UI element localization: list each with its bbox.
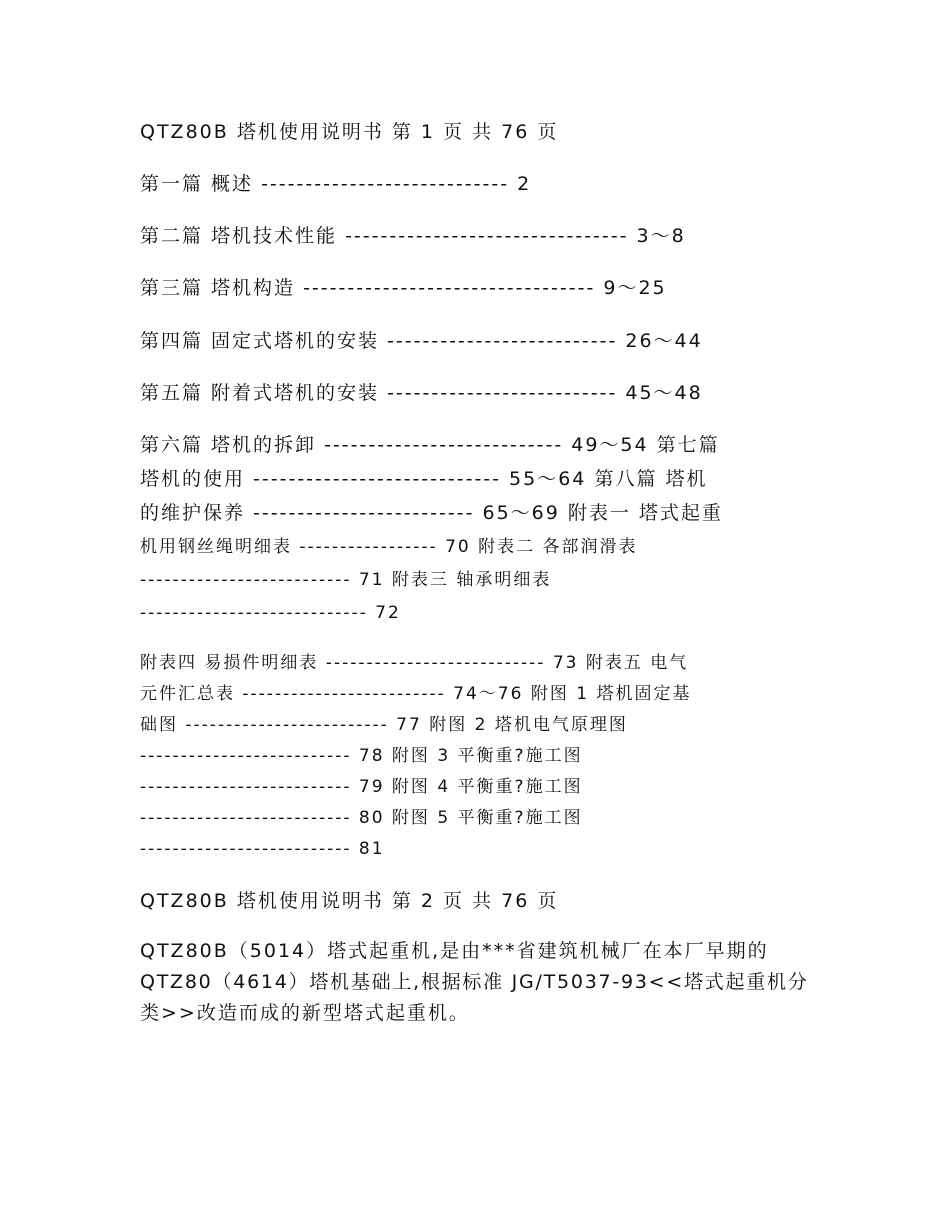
intro-paragraph-line: QTZ80B（5014）塔式起重机,是由***省建筑机械厂在本厂早期的 xyxy=(140,940,769,962)
toc-block-b-line: -------------------------- 78 附图 3 平衡重?施工图 xyxy=(140,746,583,766)
toc-entry-part-5: 第五篇 附着式塔机的安装 -------------------------- 45～48 xyxy=(140,382,703,404)
toc-block-b-line: -------------------------- 81 xyxy=(140,839,385,859)
toc-entry-part-3: 第三篇 塔机构造 --------------------------------- 9～25 xyxy=(140,277,667,299)
intro-paragraph-line: QTZ80（4614）塔机基础上,根据标准 JG/T5037-93<<塔式起重机分 xyxy=(140,971,809,993)
page-header-2: QTZ80B 塔机使用说明书 第 2 页 共 76 页 xyxy=(140,890,559,912)
toc-block-b-line: -------------------------- 80 附图 5 平衡重?施工图 xyxy=(140,808,583,828)
toc-block-a-line: -------------------------- 71 附表三 轴承明细表 xyxy=(140,570,552,590)
toc-entry-part-1: 第一篇 概述 ---------------------------- 2 xyxy=(140,173,532,195)
toc-block-b-line: 础图 ------------------------- 77 附图 2 塔机电气原理图 xyxy=(140,715,628,735)
toc-block-b-line: -------------------------- 79 附图 4 平衡重?施工图 xyxy=(140,777,583,797)
toc-entry-part-4: 第四篇 固定式塔机的安装 -------------------------- 26～44 xyxy=(140,330,703,352)
toc-block-a-line: 的维护保养 ------------------------- 65～69 附表一 塔式起重 xyxy=(140,502,723,524)
intro-paragraph-line: 类>>改造而成的新型塔式起重机。 xyxy=(140,1002,470,1024)
page-header-1: QTZ80B 塔机使用说明书 第 1 页 共 76 页 xyxy=(140,121,559,143)
toc-block-b-line: 附表四 易损件明细表 --------------------------- 73 附表五 电气 xyxy=(140,653,689,673)
toc-block-a-line: 塔机的使用 ---------------------------- 55～64 第八篇 塔机 xyxy=(140,468,708,490)
toc-block-a-line: ---------------------------- 72 xyxy=(140,603,401,623)
toc-block-a-line: 机用钢丝绳明细表 ----------------- 70 附表二 各部润滑表 xyxy=(140,537,638,557)
toc-block-a-line: 第六篇 塔机的拆卸 --------------------------- 49～54 第七篇 xyxy=(140,434,720,456)
toc-entry-part-2: 第二篇 塔机技术性能 -------------------------------- 3～8 xyxy=(140,225,686,247)
toc-block-b-line: 元件汇总表 ------------------------- 74～76 附图 1 塔机固定基 xyxy=(140,684,692,704)
